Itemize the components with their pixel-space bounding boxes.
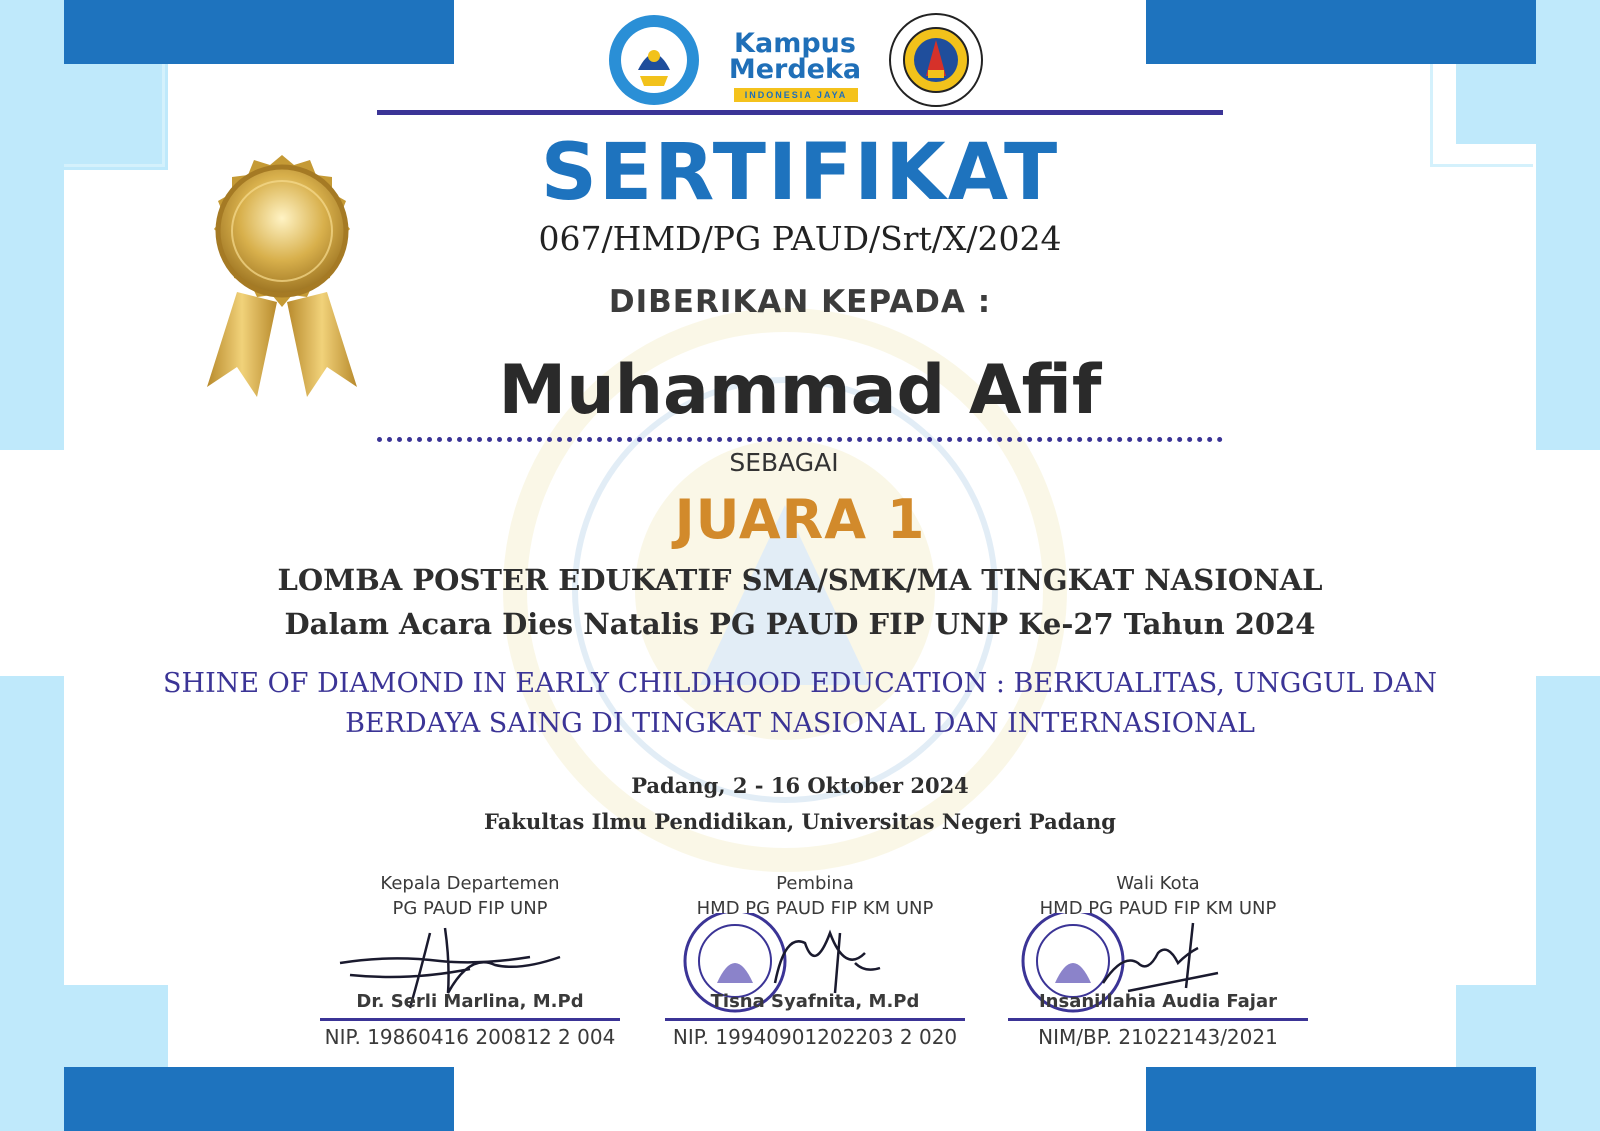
signatory-role: Kepala Departemen (380, 873, 560, 894)
signatory-org: HMD PG PAUD FIP KM UNP (696, 898, 934, 919)
top-divider (377, 110, 1223, 115)
event-title: LOMBA POSTER EDUKATIF SMA/SMK/MA TINGKAT NASIONAL (277, 563, 1323, 597)
signatory-id: NIP. 19940901202203 2 020 (672, 1025, 958, 1049)
frame-top-right-bar (1146, 0, 1536, 64)
frame-bottom-left-bar (64, 1067, 454, 1131)
signatory-id: NIM/BP. 21022143/2021 (1038, 1025, 1278, 1049)
signatory-id: NIP. 19860416 200812 2 004 (324, 1025, 616, 1049)
frame-left-line-top (64, 64, 165, 167)
place-and-date: Padang, 2 - 16 Oktober 2024 (631, 773, 969, 798)
gold-medal-icon (182, 152, 382, 402)
logo-row (600, 10, 1020, 110)
signature-line (1008, 1018, 1308, 1021)
faculty-name: Fakultas Ilmu Pendidikan, Universitas Negeri Padang (484, 809, 1116, 834)
signatory-role: Wali Kota (1116, 873, 1200, 894)
tut-wuri-handayani-logo (608, 14, 700, 106)
theme-line-2: BERDAYA SAING DI TINGKAT NASIONAL DAN INTERNASIONAL (345, 708, 1255, 739)
signatory-org: PG PAUD FIP UNP (392, 898, 548, 919)
certificate-title: SERTIFIKAT (540, 128, 1060, 218)
kampus-merdeka-logo (720, 26, 870, 106)
kampus-logo-text: Kampus (734, 28, 856, 59)
indonesia-jaya-band: INDONESIA JAYA (734, 88, 858, 102)
frame-bottom-right-bar (1146, 1067, 1536, 1131)
given-to-label: DIBERIKAN KEPADA : (608, 284, 992, 320)
unp-logo (888, 12, 984, 108)
recipient-name: Muhammad Afif (498, 351, 1102, 430)
signature-line (320, 1018, 620, 1021)
event-occasion: Dalam Acara Dies Natalis PG PAUD FIP UNP Ke-27 Tahun 2024 (284, 607, 1316, 641)
as-label: SEBAGAI (729, 448, 839, 477)
recipient-dotted-divider (377, 437, 1223, 442)
signatory-org: HMD PG PAUD FIP KM UNP (1039, 898, 1277, 919)
signatory-name: Tisna Syafnita, M.Pd (710, 991, 920, 1012)
theme-line-1: SHINE OF DIAMOND IN EARLY CHILDHOOD EDUCATION : BERKUALITAS, UNGGUL DAN (163, 668, 1437, 699)
merdeka-logo-text: Merdeka (728, 54, 862, 85)
frame-top-left-bar (64, 0, 454, 64)
signature-line (665, 1018, 965, 1021)
signatory-role: Pembina (776, 873, 854, 894)
frame-right-line-top (1430, 64, 1533, 167)
certificate-number: 067/HMD/PG PAUD/Srt/X/2024 (538, 219, 1062, 258)
award-rank: JUARA 1 (674, 488, 926, 551)
signatory-name: Dr. Serli Marlina, M.Pd (356, 991, 584, 1012)
signatory-name: Insanillahia Audia Fajar (1038, 991, 1278, 1012)
